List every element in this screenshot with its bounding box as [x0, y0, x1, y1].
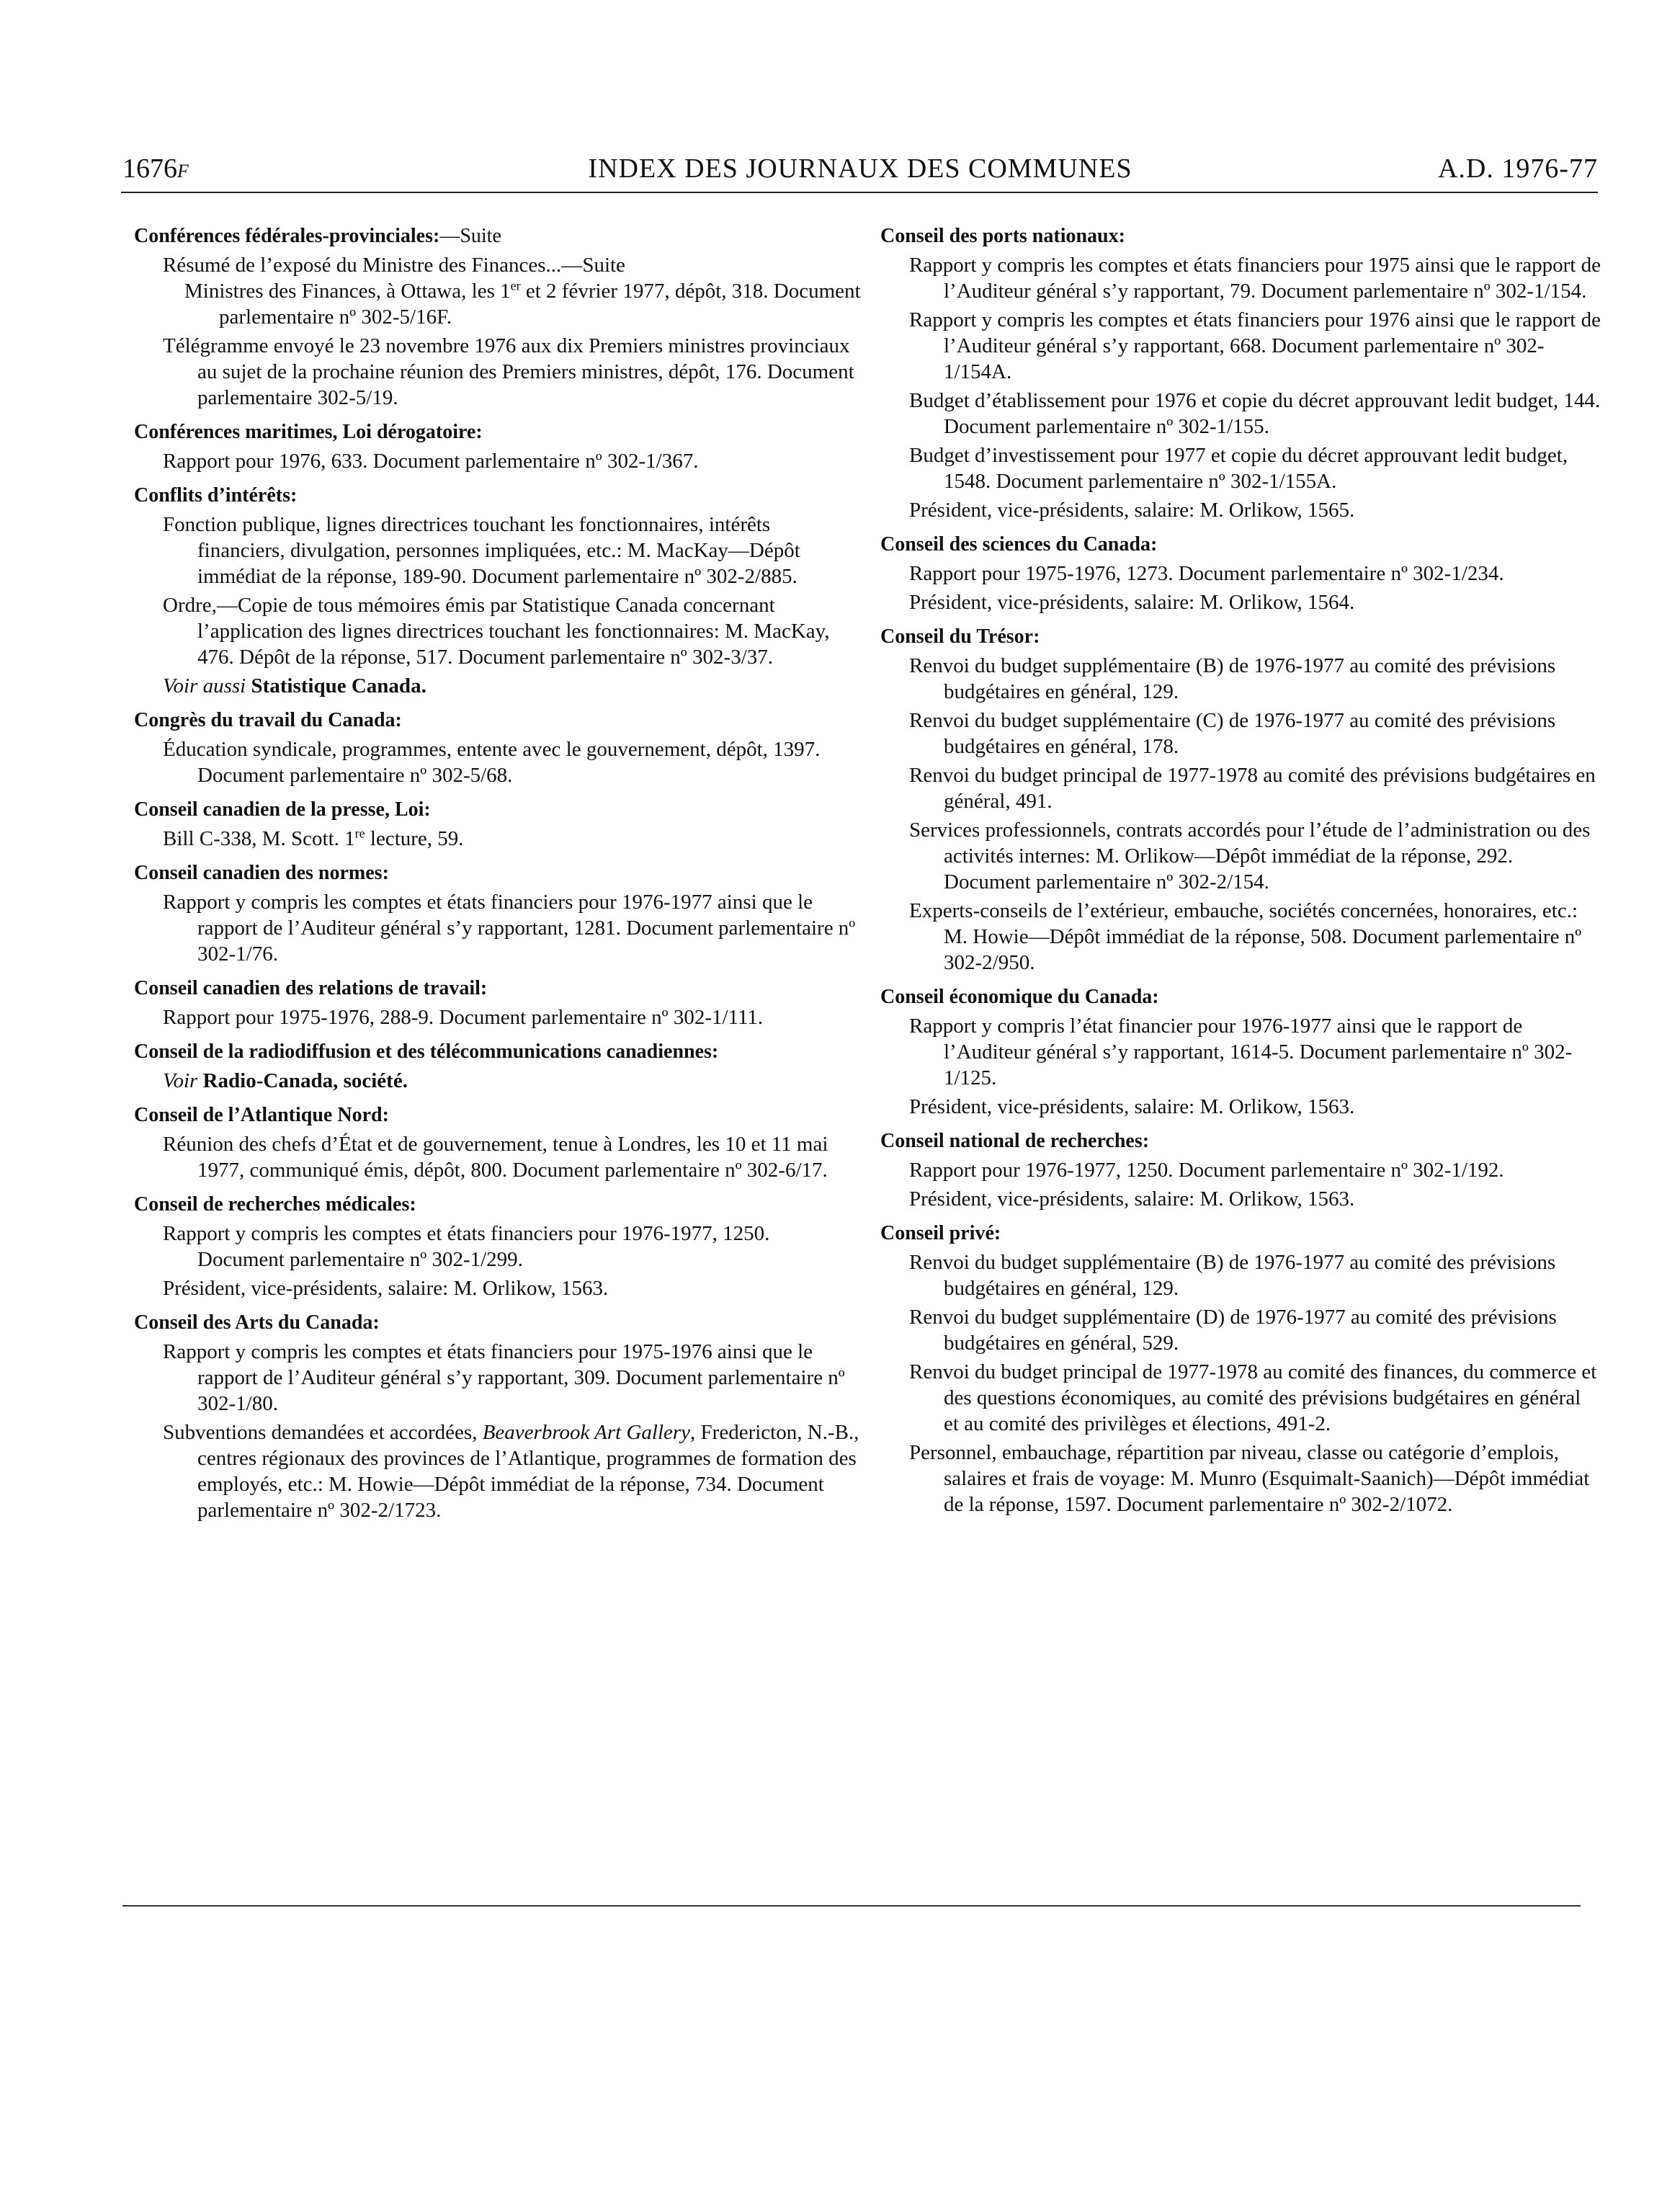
section-heading: Conseil du Trésor: — [880, 625, 1040, 648]
index-section — [880, 223, 1601, 523]
see-label: Voir — [163, 1069, 198, 1092]
index-section — [134, 976, 862, 1030]
index-entry — [134, 278, 862, 330]
page-number-value: 1676 — [122, 153, 177, 184]
index-entry: Rapport y compris les comptes et états financiers pour 1975 ainsi que le rapport de l’Auditeur général s’y rapportant, 79. Document parlementaire nº 302-1/154. — [909, 254, 1601, 303]
index-section — [134, 223, 862, 411]
entry-text: , Fredericton, N.-B., centres régionaux des provinces de l’Atlantique, programmes de formation des employés, etc.: M. Howie—Dépôt immédiat de la réponse, 734. Document parlementaire nº 302-2/1723. — [197, 1421, 859, 1522]
entry-text: lecture, 59. — [365, 827, 464, 850]
subheading-text: Résumé de l’exposé du Ministre des Finances... — [163, 254, 562, 277]
index-entry: Président, vice-présidents, salaire: M. Orlikow, 1563. — [909, 1187, 1355, 1211]
index-entry: Renvoi du budget supplémentaire (D) de 1976-1977 au comité des prévisions budgétaires en général, 529. — [909, 1306, 1557, 1355]
index-entry: Réunion des chefs d’État et de gouvernement, tenue à Londres, les 10 et 11 mai 1977, communiqué émis, dépôt, 800. Document parlementaire nº 302-6/17. — [163, 1133, 828, 1182]
index-entry — [134, 826, 862, 852]
index-section — [134, 1039, 862, 1094]
index-entry: Rapport pour 1975-1976, 1273. Document parlementaire nº 302-1/234. — [909, 562, 1504, 585]
index-entry: Rapport pour 1976-1977, 1250. Document parlementaire nº 302-1/192. — [909, 1159, 1504, 1182]
index-entry: Rapport y compris les comptes et états financiers pour 1975-1976 ainsi que le rapport de l’Auditeur général s’y rapportant, 309. Document parlementaire nº 302-1/80. — [163, 1340, 845, 1415]
index-section — [134, 1310, 862, 1523]
section-heading: Conseil des Arts du Canada: — [134, 1311, 380, 1334]
running-date: A.D. 1976-77 — [1437, 153, 1598, 184]
section-heading: Conflits d’intérêts: — [134, 484, 298, 507]
index-entry: Président, vice-présidents, salaire: M. Orlikow, 1563. — [163, 1277, 609, 1300]
heading-text: Conférences fédérales-provinciales: — [134, 225, 440, 247]
heading-suite: —Suite — [439, 225, 501, 247]
index-entry: Ordre,—Copie de tous mémoires émis par Statistique Canada concernant l’application des lignes directrices touchant les fonctionnaires: M. MacKay, 476. Dépôt de la réponse, 517. Document parlementaire nº 302-3/37. — [163, 594, 830, 669]
index-entry: Personnel, embauchage, répartition par niveau, classe ou catégorie d’emplois, salaires et frais de voyage: M. Munro (Esquimalt-Saanich)—Dépôt immédiat de la réponse, 1597. Document parlementaire nº 302-2/1072. — [909, 1441, 1590, 1516]
index-entry — [134, 1419, 862, 1523]
section-heading: Conférences maritimes, Loi dérogatoire: — [134, 421, 483, 443]
index-entry: Renvoi du budget supplémentaire (B) de 1976-1977 au comité des prévisions budgétaires en général, 129. — [909, 654, 1556, 703]
entry-text: Ministres des Finances, à Ottawa, les 1 — [184, 280, 511, 303]
entry-italic-text: Beaverbrook Art Gallery — [482, 1421, 691, 1444]
section-heading: Conseil de la radiodiffusion et des télécommunications canadiennes: — [134, 1040, 719, 1063]
index-section — [134, 483, 862, 699]
index-section — [134, 1102, 862, 1183]
index-entry: Président, vice-présidents, salaire: M. Orlikow, 1565. — [909, 499, 1355, 522]
cross-reference — [134, 673, 862, 699]
index-section — [134, 419, 862, 474]
see-target: Radio-Canada, société. — [202, 1069, 408, 1092]
index-entry: Fonction publique, lignes directrices touchant les fonctionnaires, intérêts financiers, divulgation, personnes impliquées, etc.: M. MacKay—Dépôt immédiat de la réponse, 189-90. Document parlementaire nº 302-2/885. — [163, 513, 800, 588]
index-entry: Rapport y compris les comptes et états financiers pour 1976 ainsi que le rapport de l’Auditeur général s’y rapportant, 668. Document parlementaire nº 302-1/154A. — [909, 308, 1601, 383]
entry-text: Bill C-338, M. Scott. 1 — [163, 827, 355, 850]
see-also-target: Statistique Canada. — [251, 674, 426, 697]
index-entry: Président, vice-présidents, salaire: M. Orlikow, 1563. — [909, 1095, 1355, 1118]
subheading-entry — [134, 252, 862, 278]
index-entry: Renvoi du budget principal de 1977-1978 au comité des prévisions budgétaires en général, 491. — [909, 764, 1596, 813]
index-entry: Rapport y compris les comptes et états financiers pour 1976-1977, 1250. Document parlementaire nº 302-1/299. — [163, 1222, 770, 1271]
index-section — [880, 624, 1601, 976]
section-heading: Congrès du travail du Canada: — [134, 709, 402, 731]
entry-text: Subventions demandées et accordées, — [163, 1421, 483, 1444]
index-section — [880, 984, 1601, 1120]
index-entry: Budget d’établissement pour 1976 et copie du décret approuvant ledit budget, 144. Document parlementaire nº 302-1/155. — [909, 389, 1601, 438]
page-number — [122, 153, 189, 187]
index-section — [134, 1192, 862, 1301]
index-section — [134, 708, 862, 788]
index-entry: Télégramme envoyé le 23 novembre 1976 aux dix Premiers ministres provinciaux au sujet de la prochaine réunion des Premiers ministres, dépôt, 176. Document parlementaire 302-5/19. — [163, 334, 854, 409]
section-heading: Conseil canadien des relations de travail: — [134, 977, 488, 999]
section-heading: Conseil de l’Atlantique Nord: — [134, 1104, 389, 1126]
index-entry: Rapport y compris l’état financier pour 1976-1977 ainsi que le rapport de l’Auditeur général s’y rapportant, 1614-5. Document parlementaire nº 302-1/125. — [909, 1015, 1573, 1089]
entry-superscript: re — [354, 826, 365, 841]
index-entry: Services professionnels, contrats accordés pour l’étude de l’administration ou des activités internes: M. Orlikow—Dépôt immédiat de la réponse, 292. Document parlementaire nº 302-2/154. — [909, 819, 1591, 893]
section-heading: Conseil national de recherches: — [880, 1130, 1150, 1152]
section-heading: Conseil privé: — [880, 1222, 1001, 1244]
index-entry: Rapport pour 1975-1976, 288-9. Document parlementaire nº 302-1/111. — [163, 1006, 764, 1029]
entry-superscript: er — [510, 278, 521, 293]
index-entry: Rapport y compris les comptes et états financiers pour 1976-1977 ainsi que le rapport de l’Auditeur général s’y rapportant, 1281. Document parlementaire nº 302-1/76. — [163, 891, 856, 966]
section-heading: Conseil des ports nationaux: — [880, 225, 1125, 247]
index-entry: Renvoi du budget supplémentaire (B) de 1976-1977 au comité des prévisions budgétaires en général, 129. — [909, 1251, 1556, 1300]
right-column — [880, 223, 1601, 1526]
section-heading: Conseil canadien des normes: — [134, 862, 389, 884]
running-title: INDEX DES JOURNAUX DES COMMUNES — [588, 153, 1132, 184]
index-entry: Rapport pour 1976, 633. Document parlementaire nº 302-1/367. — [163, 450, 699, 473]
index-section — [880, 1128, 1601, 1212]
index-section — [880, 1221, 1601, 1517]
section-heading: Conseil des sciences du Canada: — [880, 533, 1158, 556]
page-number-suffix: F — [177, 161, 189, 182]
index-entry: Budget d’investissement pour 1977 et copie du décret approuvant ledit budget, 1548. Document parlementaire nº 302-1/155A. — [909, 444, 1568, 493]
index-entry: Experts-conseils de l’extérieur, embauche, sociétés concernées, honoraires, etc.: M. Howie—Dépôt immédiat de la réponse, 508. Document parlementaire nº 302-2/950. — [909, 899, 1582, 974]
header-rule — [121, 192, 1598, 193]
left-column — [134, 223, 862, 1532]
footer-rule — [122, 1905, 1581, 1907]
cross-reference — [134, 1068, 862, 1094]
index-section — [880, 532, 1601, 615]
subheading-suite: —Suite — [561, 254, 625, 277]
section-heading: Conseil canadien de la presse, Loi: — [134, 798, 431, 821]
index-section — [134, 860, 862, 967]
index-section — [134, 797, 862, 852]
index-entry: Président, vice-présidents, salaire: M. Orlikow, 1564. — [909, 591, 1355, 614]
page-header — [122, 153, 1598, 193]
index-entry: Renvoi du budget principal de 1977-1978 au comité des finances, du commerce et des questions économiques, au comité des prévisions budgétaires en général et au comité des privilèges et élections, 491-2. — [909, 1360, 1597, 1435]
entry-text: et 2 février 1977, dépôt, 318. Document parlementaire nº 302-5/16F. — [219, 280, 861, 329]
section-heading — [134, 223, 862, 249]
index-entry: Renvoi du budget supplémentaire (C) de 1976-1977 au comité des prévisions budgétaires en général, 178. — [909, 709, 1556, 758]
see-also-label: Voir aussi — [163, 674, 246, 697]
section-heading: Conseil économique du Canada: — [880, 986, 1159, 1008]
index-entry: Éducation syndicale, programmes, entente avec le gouvernement, dépôt, 1397. Document parlementaire nº 302-5/68. — [163, 738, 821, 787]
section-heading: Conseil de recherches médicales: — [134, 1193, 416, 1216]
